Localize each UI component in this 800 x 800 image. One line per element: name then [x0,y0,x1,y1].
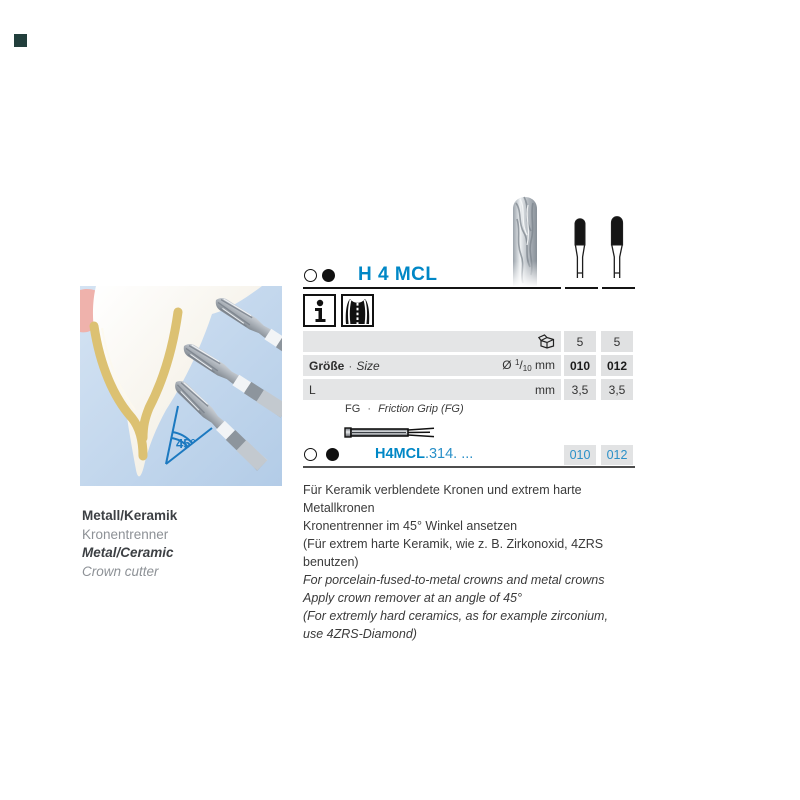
package-icon [538,334,555,349]
rule-notch [561,287,565,289]
caption-title-en: Metal/Ceramic [82,545,174,560]
order-code [375,446,473,462]
description-line-de: (Für extrem harte Keramik, wie z. B. Zirkonoxid, 4ZRS [303,537,604,551]
rule-notch [598,287,602,289]
description-line-de: benutzen) [303,555,359,569]
circle-outline-icon [304,448,317,461]
application-illustration [80,286,282,486]
info-pictogram-box [303,294,336,327]
circle-filled-icon [322,269,335,282]
info-icon [306,297,333,324]
tooth-cutting-illustration [80,286,282,486]
diameter-symbol: Ø [502,358,512,372]
caption-title-de: Metall/Keramik [82,508,178,523]
category-corner-marker [14,34,27,47]
crown-cutter-icon [344,297,371,324]
size-label-de: Größe [309,358,345,373]
caption-subtitle-de: Kronentrenner [82,526,169,542]
description-line-en: Apply crown remover at an angle of 45° [303,591,523,605]
product-description [303,481,663,643]
size-label-en: Size [356,358,380,373]
product-captions [82,507,177,581]
grip-type-label [345,403,464,415]
crown-cutter-pictogram-box [341,294,374,327]
header-rule [303,287,635,289]
circle-filled-icon [326,448,339,461]
packaging-label-area [303,331,561,352]
bur-figure-012 [611,217,622,278]
order-size-012: 012 [601,445,633,465]
description-line-en: use 4ZRS-Diamond) [303,627,417,641]
label-separator: · [348,358,353,373]
size-value-010: 010 [564,355,596,376]
order-row [304,445,635,465]
fraction-denominator: 10 [522,364,532,373]
length-unit: mm [535,382,555,397]
pack-qty-010: 5 [564,331,596,352]
length-value-012: 3,5 [601,379,633,400]
circle-outline-icon [304,269,317,282]
length-label: L [309,382,316,397]
size-label-area [303,355,561,376]
product-header [304,264,438,286]
product-name: H 4 MCL [358,264,438,285]
bur-photo-and-figures [500,189,640,287]
table-row-size [303,355,635,376]
description-line-de: Metallkronen [303,501,375,515]
bur-figure-010 [575,219,585,278]
order-size-010: 010 [564,445,596,465]
caption-subtitle-en: Crown cutter [82,563,159,579]
length-label-area [303,379,561,400]
order-code-bold: H4MCL [375,446,425,462]
description-line-en: (For extremly hard ceramics, as for example zirconium, [303,609,608,623]
bur-photo [511,197,539,287]
table-row-length [303,379,635,400]
description-line-de: Kronentrenner im 45° Winkel ansetzen [303,519,518,533]
order-rule [303,466,635,468]
description-line-en: For porcelain-fused-to-metal crowns and metal crowns [303,573,605,587]
order-code-rest: .314. ... [424,446,474,462]
description-line-de: Für Keramik verblendete Kronen und extrem harte [303,483,582,497]
bur-images [500,189,640,287]
grip-abbr: FG [345,403,361,415]
pack-qty-012: 5 [601,331,633,352]
size-unit-mm: mm [535,358,555,372]
length-value-010: 3,5 [564,379,596,400]
angle-label: 45° [176,436,196,451]
grip-name: Friction Grip (FG) [378,403,464,415]
shank-illustration [344,424,436,441]
size-value-012: 012 [601,355,633,376]
table-row-packaging [303,331,635,352]
size-unit: Ø $^1$/10 mm [502,358,555,373]
grip-separator: · [367,403,372,415]
fraction-numerator: 1 [514,358,520,367]
